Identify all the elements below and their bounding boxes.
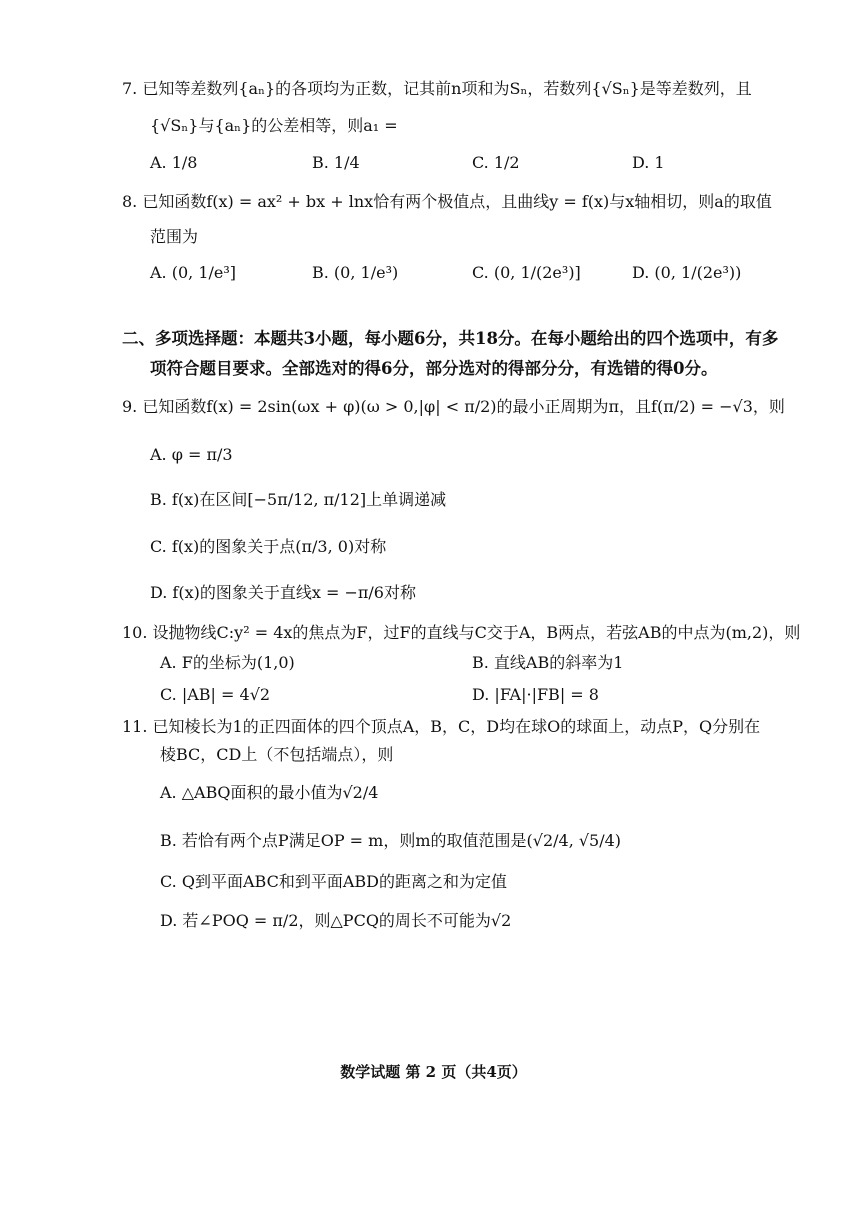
q8-option-c: C. (0, 1/(2e³)]	[472, 263, 581, 282]
section-2-instructions-line-2: 项符合题目要求。全部选对的得6分，部分选对的得部分分，有选错的得0分。	[150, 359, 718, 378]
q9-option-c: C. f(x)的图象关于点(π/3, 0)对称	[150, 537, 387, 556]
q8-stem-line-1: 8. 已知函数f(x) = ax² + bx + lnx恰有两个极值点，且曲线y = f(x)与x轴相切，则a的取值	[122, 192, 772, 211]
section-2-instructions-line-1: 二、多项选择题：本题共3小题，每小题6分，共18分。在每小题给出的四个选项中，有多	[122, 329, 779, 348]
q11-option-b: B. 若恰有两个点P满足OP = m，则m的取值范围是(√2/4, √5/4)	[160, 831, 622, 850]
q10-option-d: D. |FA|·|FB| = 8	[472, 685, 599, 704]
q7-stem-line-1: 7. 已知等差数列{aₙ}的各项均为正数，记其前n项和为Sₙ，若数列{√Sₙ}是等差数列，且	[122, 79, 752, 98]
q10-option-c: C. |AB| = 4√2	[160, 685, 271, 704]
q10-option-a: A. F的坐标为(1,0)	[160, 653, 295, 672]
q8-option-a: A. (0, 1/e³]	[150, 263, 237, 282]
q11-option-d: D. 若∠POQ = π/2，则△PCQ的周长不可能为√2	[160, 911, 512, 930]
q11-option-a: A. △ABQ面积的最小值为√2/4	[160, 783, 379, 802]
q10-option-b: B. 直线AB的斜率为1	[472, 653, 624, 672]
q8-option-d: D. (0, 1/(2e³))	[632, 263, 742, 282]
q11-option-c: C. Q到平面ABC和到平面ABD的距离之和为定值	[160, 872, 507, 891]
q7-stem-line-2: {√Sₙ}与{aₙ}的公差相等，则a₁ =	[150, 116, 398, 135]
q9-option-d: D. f(x)的图象关于直线x = −π/6对称	[150, 583, 416, 602]
q7-option-c: C. 1/2	[472, 153, 520, 172]
q10-stem: 10. 设抛物线C:y² = 4x的焦点为F，过F的直线与C交于A，B两点，若弦AB的中点为(m,2)，则	[122, 623, 801, 642]
q8-option-b: B. (0, 1/e³)	[312, 263, 399, 282]
q9-option-b: B. f(x)在区间[−5π/12, π/12]上单调递减	[150, 490, 447, 509]
q7-option-a: A. 1/8	[150, 153, 198, 172]
q11-stem-line-2: 棱BC，CD上（不包括端点），则	[160, 745, 394, 764]
q9-stem: 9. 已知函数f(x) = 2sin(ωx + φ)(ω > 0,|φ| < π/2)的最小正周期为π，且f(π/2) = −√3，则	[122, 397, 785, 416]
q7-option-b: B. 1/4	[312, 153, 360, 172]
page-footer: 数学试题 第 2 页（共4页）	[340, 1063, 527, 1081]
q11-stem-line-1: 11. 已知棱长为1的正四面体的四个顶点A，B，C，D均在球O的球面上，动点P，Q分别在	[122, 717, 761, 736]
q8-stem-line-2: 范围为	[150, 227, 199, 246]
q9-option-a: A. φ = π/3	[150, 445, 233, 464]
q7-option-d: D. 1	[632, 153, 665, 172]
